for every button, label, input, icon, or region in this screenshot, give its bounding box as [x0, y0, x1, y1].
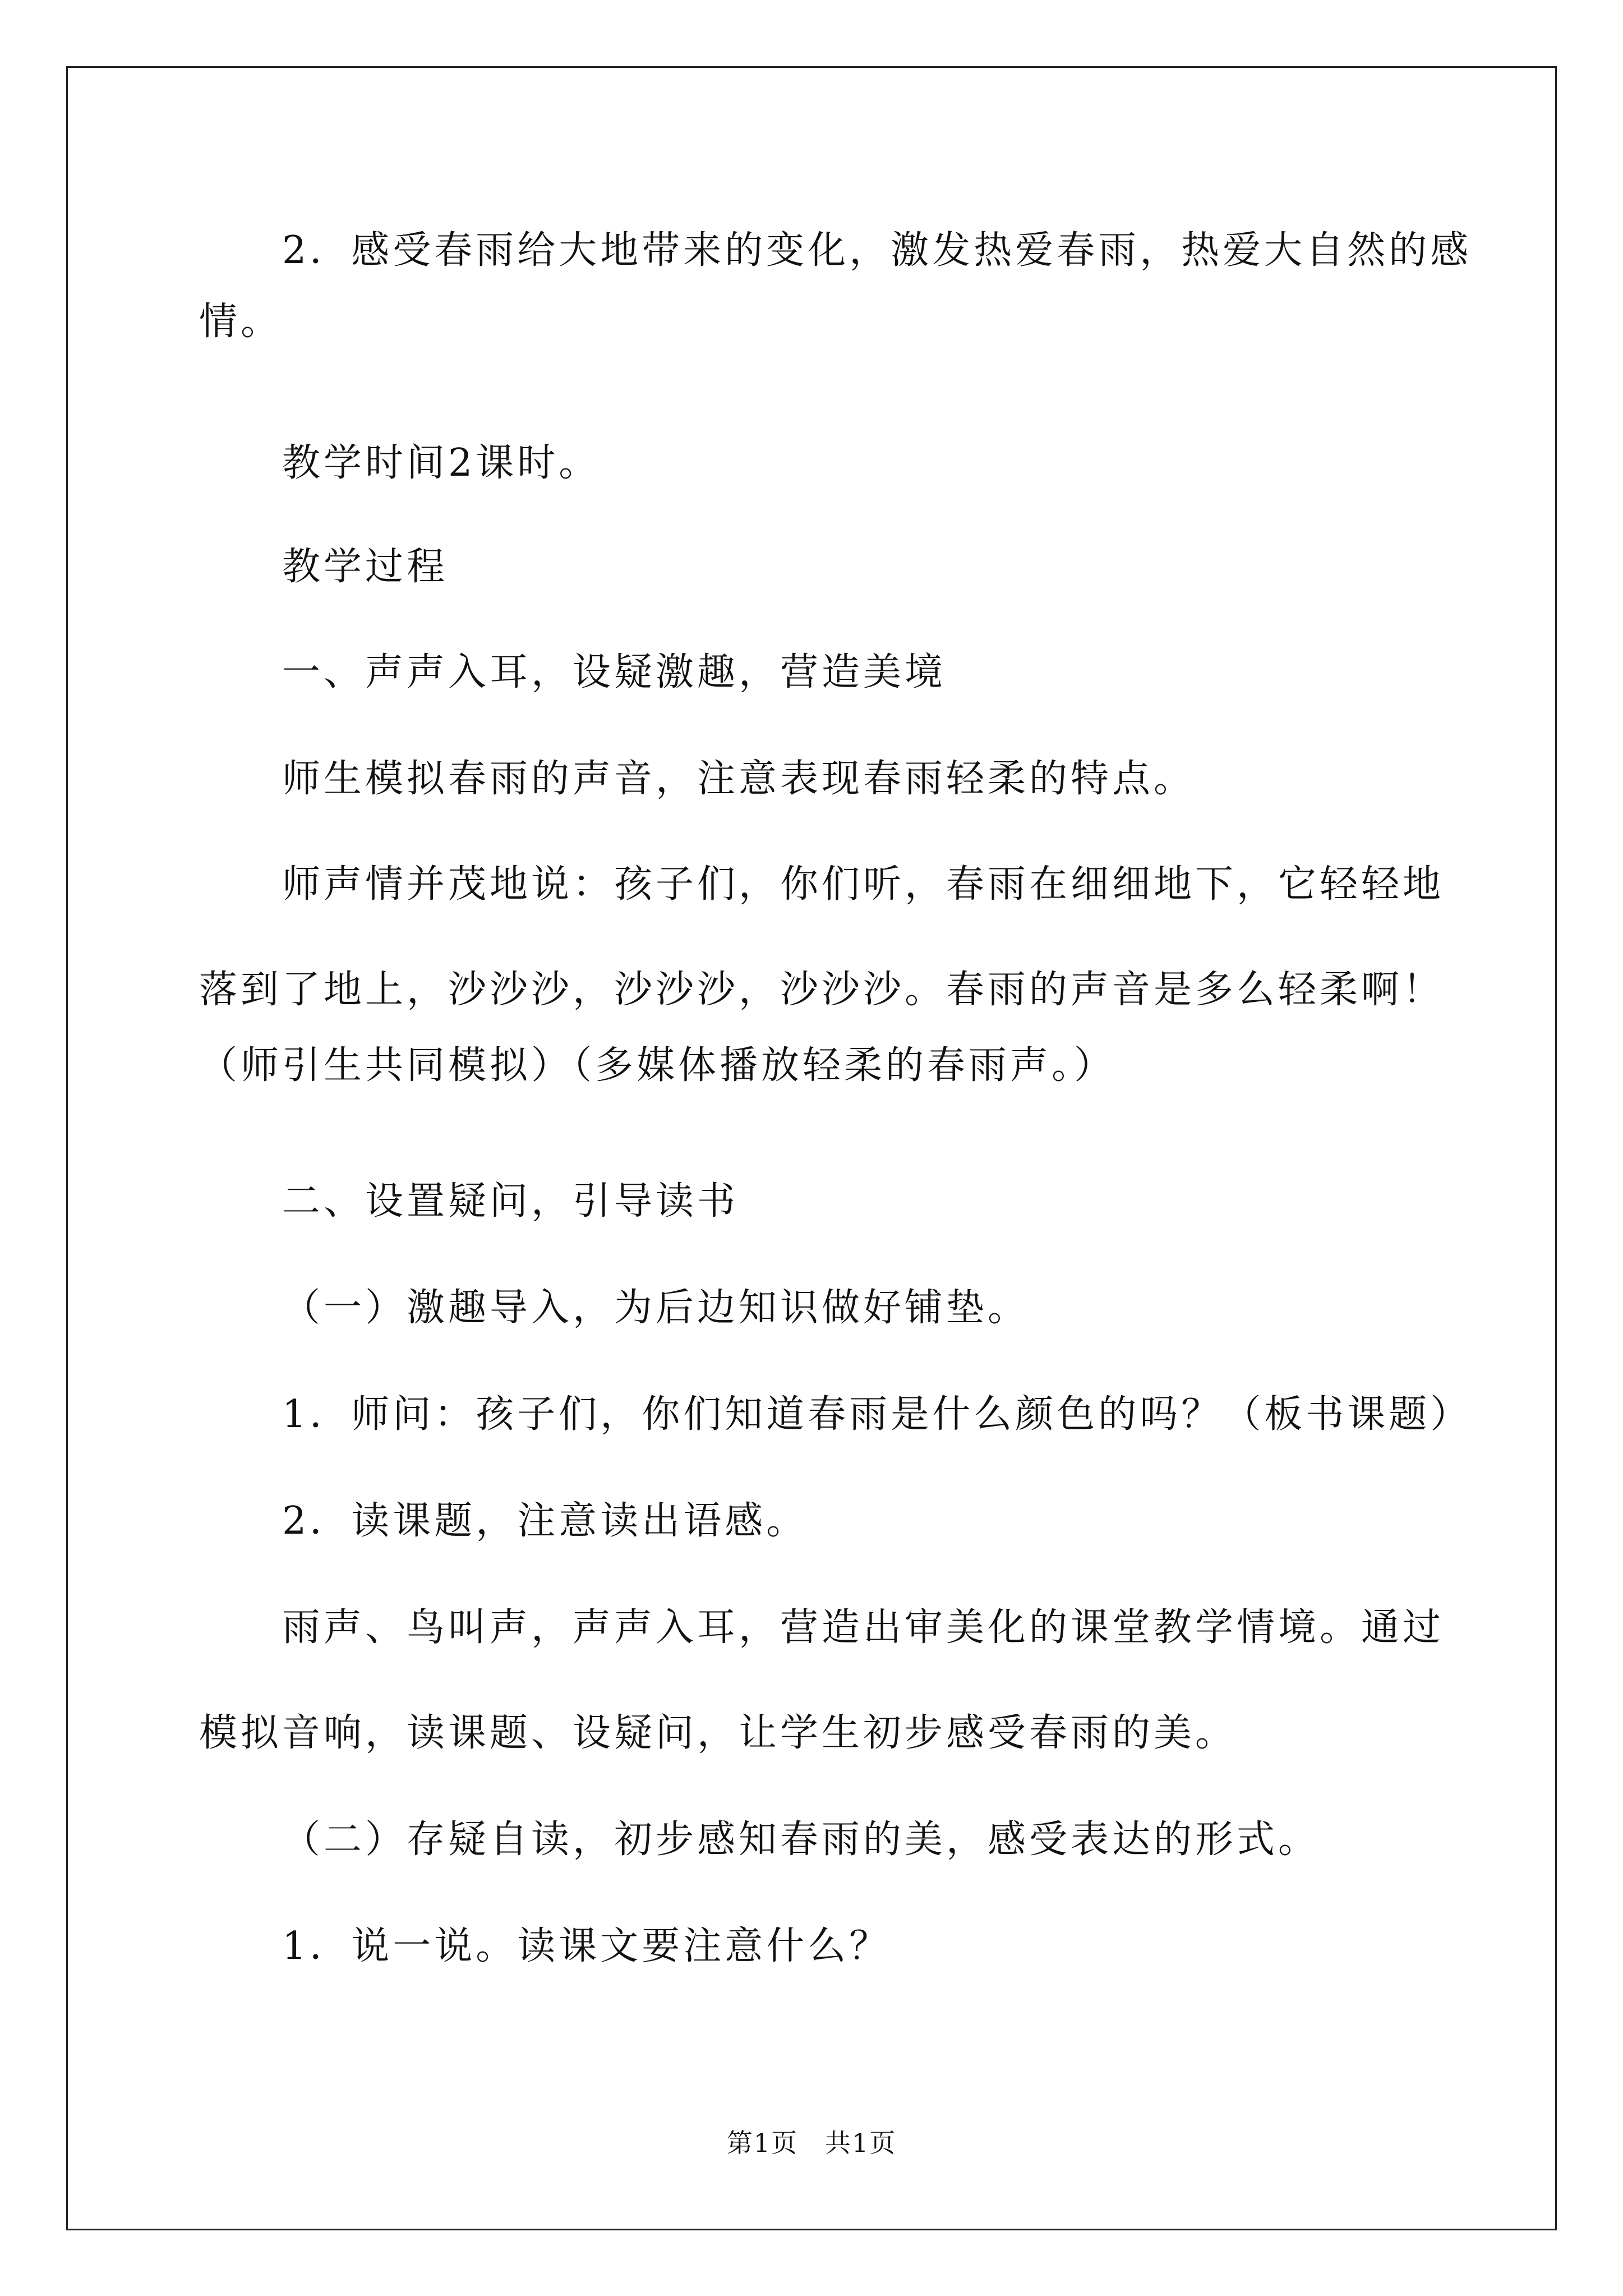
paragraph-line: 师生模拟春雨的声音，注意表现春雨轻柔的特点。 [282, 757, 1196, 801]
paragraph-line: （师引生共同模拟）（多媒体播放轻柔的春雨声。） [199, 1043, 1116, 1088]
page-border [66, 66, 1557, 2230]
paragraph-line: 师声情并茂地说：孩子们，你们听，春雨在细细地下，它轻轻地 [282, 862, 1445, 907]
page-footer: 第1页 共1页 [726, 2128, 897, 2158]
paragraph-line: 情。 [199, 300, 283, 344]
section-heading: 二、设置疑问，引导读书 [282, 1179, 739, 1223]
paragraph-line: 2．感受春雨给大地带来的变化，激发热爱春雨，热爱大自然的感 [282, 228, 1472, 273]
paragraph-line: 雨声、鸟叫声，声声入耳，营造出审美化的课堂教学情境。通过 [282, 1605, 1445, 1650]
section-heading: 一、声声入耳，设疑激趣，营造美境 [282, 650, 947, 694]
paragraph-line: 2．读课题，注意读出语感。 [282, 1499, 808, 1543]
subsection-heading: （二）存疑自读，初步感知春雨的美，感受表达的形式。 [282, 1818, 1320, 1862]
subsection-heading: （一）激趣导入，为后边知识做好铺垫。 [282, 1286, 1030, 1330]
paragraph-line: 落到了地上，沙沙沙，沙沙沙，沙沙沙。春雨的声音是多么轻柔啊！ [199, 968, 1445, 1012]
section-heading: 教学过程 [282, 545, 449, 589]
paragraph-line: 1．师问：孩子们，你们知道春雨是什么颜色的吗？（板书课题） [282, 1392, 1472, 1437]
paragraph-line: 1．说一说。读课文要注意什么？ [282, 1924, 891, 1968]
paragraph-line: 教学时间2课时。 [282, 441, 601, 485]
paragraph-line: 模拟音响，读课题、设疑问，让学生初步感受春雨的美。 [199, 1711, 1237, 1755]
